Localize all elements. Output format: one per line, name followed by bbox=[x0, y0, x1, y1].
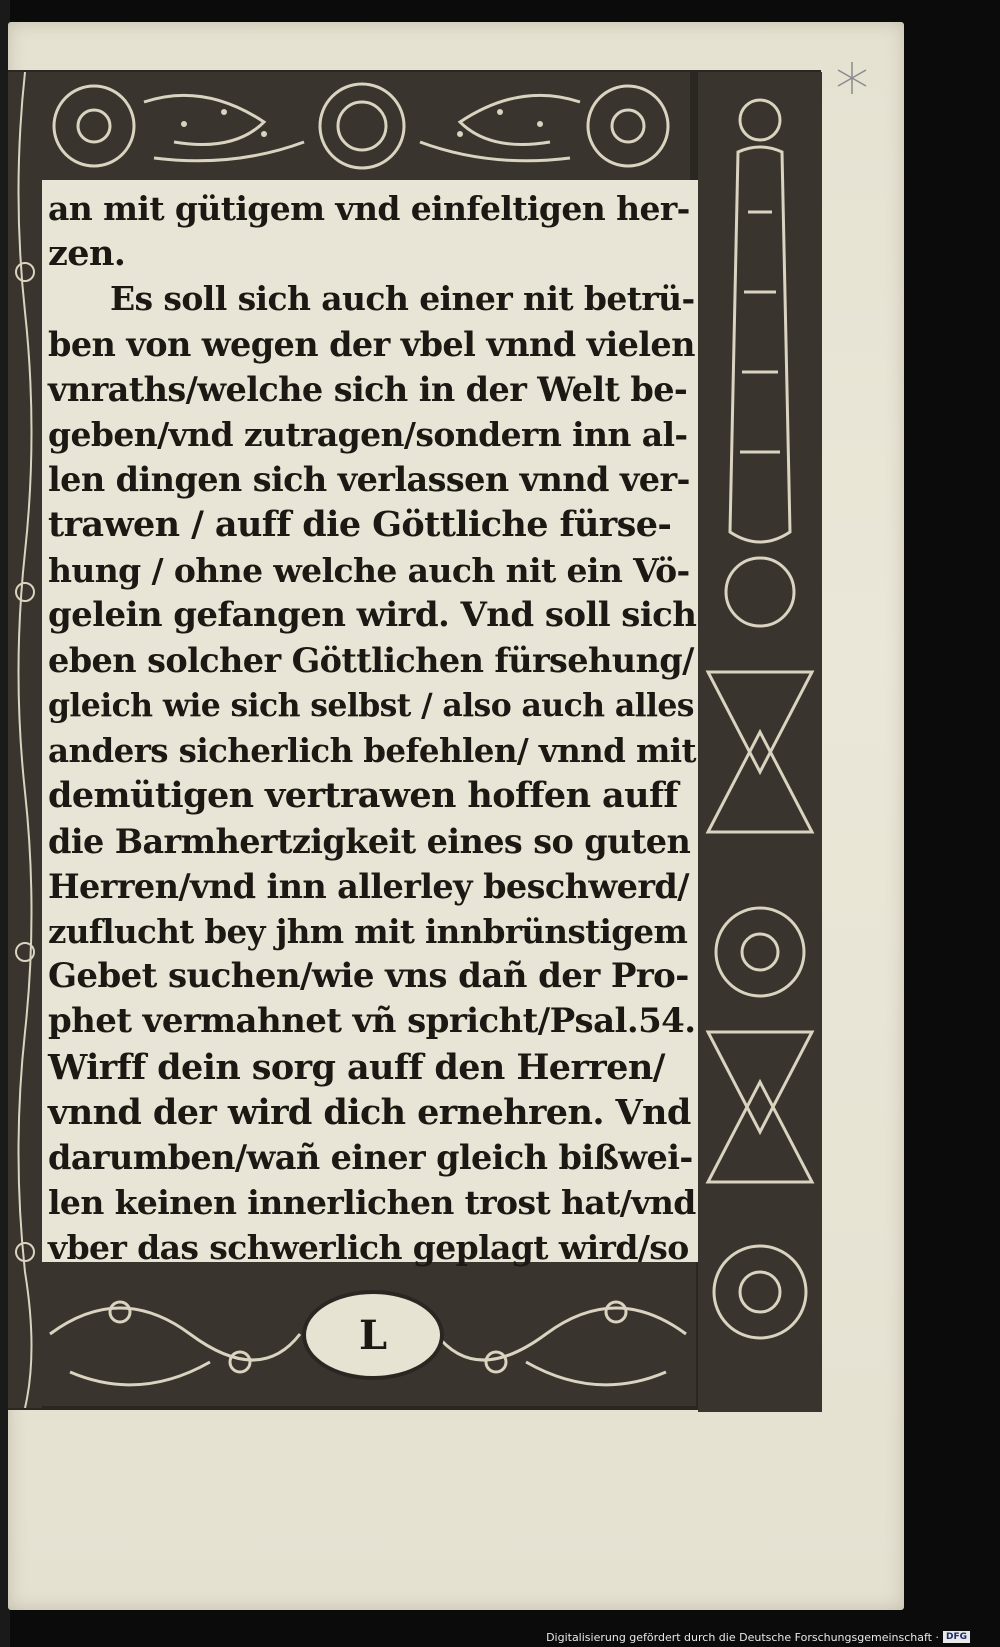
text-line: gleich wie sich selbst / also auch alles bbox=[48, 687, 694, 725]
text-line: vnraths/welche sich in der Welt be- bbox=[48, 369, 688, 409]
top-ornament-band bbox=[34, 72, 690, 180]
text-line: ben von wegen der vbel vnnd vielen bbox=[48, 324, 695, 364]
text-line: phet vermahnet vñ spricht/Psal.54. bbox=[48, 1001, 696, 1042]
text-line: Gebet suchen/wie vns dañ der Pro- bbox=[48, 956, 689, 997]
foliage-ornament-icon bbox=[8, 72, 42, 1408]
left-ornament-band bbox=[8, 72, 42, 1408]
text-line: Herren/vnd inn allerley beschwerd/ bbox=[48, 866, 689, 906]
text-line: len keinen innerlichen trost hat/vnd bbox=[48, 1183, 696, 1223]
text-line: geben/vnd zutragen/sondern inn al- bbox=[48, 414, 688, 454]
text-line: vber das schwerlich geplagt wird/so bbox=[48, 1228, 689, 1268]
text-line: anders sicherlich befehlen/ vnnd mit bbox=[48, 731, 696, 771]
folio-mark: L bbox=[358, 1311, 388, 1359]
text-line: len dingen sich verlassen vnnd ver- bbox=[48, 460, 690, 500]
text-line: Es soll sich auch einer nit betrü- bbox=[110, 279, 695, 319]
text-line: Wirff dein sorg auff den Herren/ bbox=[48, 1046, 665, 1088]
dfg-logo-icon: DFG bbox=[943, 1631, 970, 1643]
text-line: zen. bbox=[48, 233, 126, 275]
page-body-text bbox=[48, 186, 696, 1271]
text-line: darumben/wañ einer gleich bißwei- bbox=[48, 1137, 693, 1177]
text-line: zuflucht bey jhm mit innbrünstigem bbox=[48, 912, 688, 951]
text-line: gelein gefangen wird. Vnd soll sich bbox=[48, 594, 697, 635]
text-line: die Barmhertzigkeit eines so guten bbox=[48, 821, 691, 861]
folio-cartouche bbox=[302, 1290, 444, 1380]
right-ornament-band bbox=[698, 72, 822, 1412]
text-line: demütigen vertrawen hoffen auff bbox=[48, 775, 678, 817]
text-line: eben solcher Göttlichen fürsehung/ bbox=[48, 640, 694, 680]
credit-text: Digitalisierung gefördert durch die Deutsche Forschungsgemeinschaft · bbox=[546, 1630, 939, 1644]
digitization-credit bbox=[546, 1629, 970, 1645]
saint-figure-ornament-icon bbox=[698, 72, 822, 1412]
pencil-star-icon bbox=[832, 58, 872, 98]
sun-moon-ornament-icon bbox=[34, 72, 690, 180]
text-line: hung / ohne welche auch nit ein Vö- bbox=[48, 550, 690, 590]
text-line: vnnd der wird dich ernehren. Vnd bbox=[48, 1091, 691, 1133]
text-line: trawen / auff die Göttliche fürse- bbox=[48, 504, 672, 546]
text-line: an mit gütigem vnd einfeltigen her- bbox=[48, 189, 690, 228]
